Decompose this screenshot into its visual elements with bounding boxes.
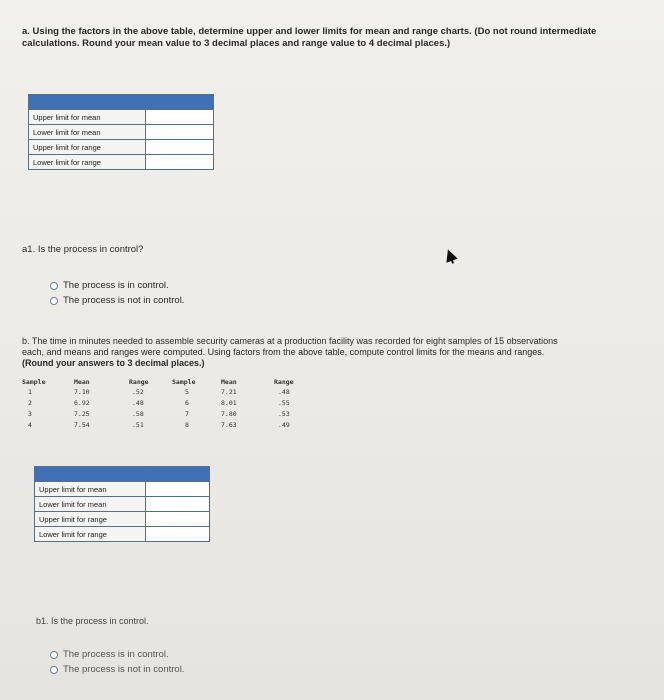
row-label: Lower limit for range bbox=[35, 527, 146, 542]
a1-question: a1. Is the process in control? bbox=[22, 244, 144, 255]
table-row bbox=[29, 155, 214, 170]
table-cell: .58 bbox=[132, 410, 144, 418]
radio-circle-icon bbox=[50, 282, 58, 290]
option-label: The process is not in control. bbox=[63, 664, 185, 675]
b1-option-in-control[interactable] bbox=[50, 649, 169, 660]
radio-circle-icon bbox=[50, 666, 58, 674]
radio-circle-icon bbox=[50, 651, 58, 659]
part-a-prompt: a. Using the factors in the above table, determine upper and lower limits for mean and range charts. bbox=[22, 26, 472, 37]
table-cell: 7.63 bbox=[221, 421, 237, 429]
table-cell: 5 bbox=[185, 388, 189, 396]
lower-limit-range-input[interactable] bbox=[146, 155, 214, 170]
table-cell: .53 bbox=[278, 410, 290, 418]
table-cell: 7.21 bbox=[221, 388, 237, 396]
header-mean: Mean bbox=[74, 378, 90, 386]
mouse-pointer-icon bbox=[442, 247, 457, 262]
table-cell: 6 bbox=[185, 399, 189, 407]
part-b-limits-table bbox=[34, 466, 210, 542]
table-row bbox=[29, 110, 214, 125]
table-row bbox=[35, 482, 210, 497]
row-label: Upper limit for range bbox=[35, 512, 146, 527]
table-cell: 7.25 bbox=[74, 410, 90, 418]
b-upper-limit-range-input[interactable] bbox=[146, 512, 210, 527]
header-range: Range bbox=[129, 378, 149, 386]
part-a-note-line1: (Do not round intermediate bbox=[474, 26, 597, 37]
a1-option-not-in-control[interactable] bbox=[50, 295, 184, 306]
table-row bbox=[35, 497, 210, 512]
a1-option-in-control[interactable] bbox=[50, 280, 169, 291]
table-row bbox=[35, 512, 210, 527]
row-label: Lower limit for mean bbox=[29, 125, 146, 140]
table-cell: 3 bbox=[28, 410, 32, 418]
header-sample: Sample bbox=[22, 378, 46, 386]
table-cell: 4 bbox=[28, 421, 32, 429]
table-cell: 7 bbox=[185, 410, 189, 418]
row-label: Lower limit for mean bbox=[35, 497, 146, 512]
b1-question: b1. Is the process in control. bbox=[36, 616, 149, 626]
table-cell: 8 bbox=[185, 421, 189, 429]
header-sample-2: Sample bbox=[172, 378, 196, 386]
sample-data-table bbox=[22, 378, 342, 438]
b-lower-limit-range-input[interactable] bbox=[146, 527, 210, 542]
part-b-text-line2: each, and means and ranges were computed. Using factors from the above table, compute control limits for the means and ranges. bbox=[22, 347, 545, 357]
part-a-limits-table bbox=[28, 94, 214, 170]
b-lower-limit-mean-input[interactable] bbox=[146, 497, 210, 512]
table-cell: 7.10 bbox=[74, 388, 90, 396]
header-mean-2: Mean bbox=[221, 378, 237, 386]
table-cell: 7.80 bbox=[221, 410, 237, 418]
header-range-2: Range bbox=[274, 378, 294, 386]
table-cell: 2 bbox=[28, 399, 32, 407]
b1-option-not-in-control[interactable] bbox=[50, 664, 184, 675]
table-row bbox=[29, 140, 214, 155]
part-a-note-line2: calculations. Round your mean value to 3 decimal places and range value to 4 decimal places.) bbox=[22, 38, 451, 49]
row-label: Upper limit for range bbox=[29, 140, 146, 155]
table-cell: 1 bbox=[28, 388, 32, 396]
table-cell: 7.54 bbox=[74, 421, 90, 429]
table-cell: .49 bbox=[278, 421, 290, 429]
table-cell: .51 bbox=[132, 421, 144, 429]
table-row bbox=[29, 125, 214, 140]
table-cell: 6.92 bbox=[74, 399, 90, 407]
row-label: Upper limit for mean bbox=[29, 110, 146, 125]
upper-limit-mean-input[interactable] bbox=[146, 110, 214, 125]
lower-limit-mean-input[interactable] bbox=[146, 125, 214, 140]
table-row bbox=[35, 527, 210, 542]
row-label: Upper limit for mean bbox=[35, 482, 146, 497]
option-label: The process is in control. bbox=[63, 280, 169, 291]
table-cell: .52 bbox=[132, 388, 144, 396]
part-b-text-line1: b. The time in minutes needed to assemble security cameras at a production facility was recorded for eight samples of 15 observations bbox=[22, 336, 558, 346]
b-upper-limit-mean-input[interactable] bbox=[146, 482, 210, 497]
table-header-row bbox=[35, 467, 210, 482]
table-cell: .48 bbox=[278, 388, 290, 396]
table-cell: 8.01 bbox=[221, 399, 237, 407]
table-cell: .48 bbox=[132, 399, 144, 407]
table-cell: .55 bbox=[278, 399, 290, 407]
upper-limit-range-input[interactable] bbox=[146, 140, 214, 155]
part-a-prompt-line1 bbox=[22, 26, 596, 38]
row-label: Lower limit for range bbox=[29, 155, 146, 170]
table-header-row bbox=[29, 95, 214, 110]
option-label: The process is in control. bbox=[63, 649, 169, 660]
part-b-note: (Round your answers to 3 decimal places.) bbox=[22, 358, 205, 368]
option-label: The process is not in control. bbox=[63, 295, 185, 306]
radio-circle-icon bbox=[50, 297, 58, 305]
